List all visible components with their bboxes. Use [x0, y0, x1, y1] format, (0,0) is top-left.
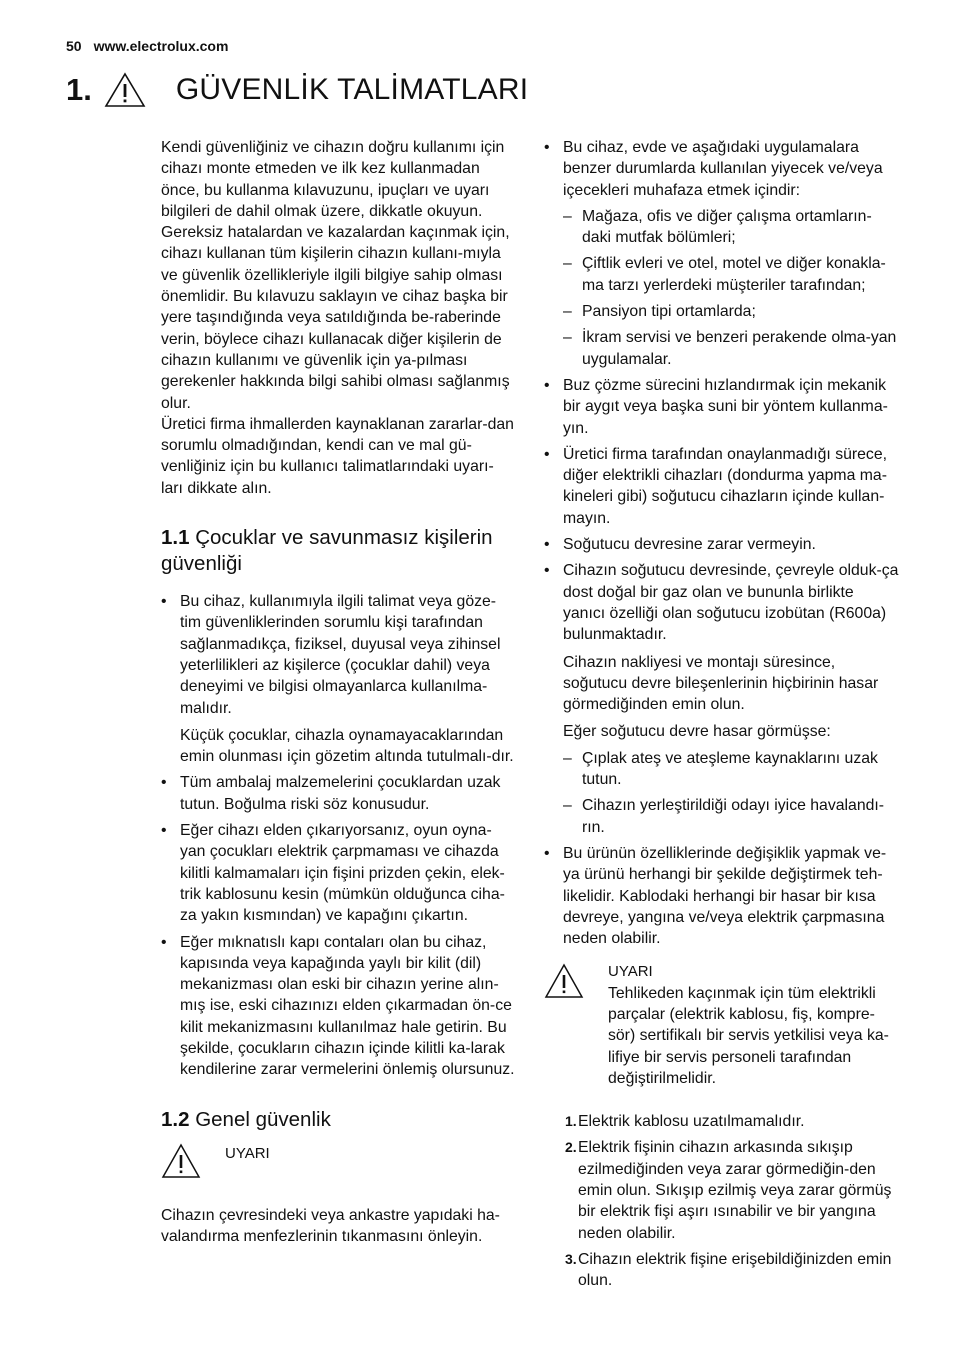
item-text: Cihazın elektrik fişine erişebildiğinizden emin olun. [578, 1250, 892, 1290]
warning-triangle-icon [104, 72, 146, 108]
list-item [544, 534, 900, 555]
list-item-text: Soğutucu devresine zarar vermeyin. [563, 536, 816, 554]
warning-text: Tehlikeden kaçınmak için tüm elektrikli parçalar (elektrik kablosu, fiş, kompre-sör) sertifikalı bir servis yetkilisi veya ka-lifiye bir servis personeli tarafından değiştirilmelidir. [608, 984, 889, 1087]
electrical-numbered-list [544, 1111, 900, 1291]
list-item [161, 591, 515, 767]
right-column [544, 137, 900, 1297]
damage-dash-list [563, 748, 900, 838]
usage-dash-list [563, 206, 900, 370]
section-heading-1-2 [161, 1107, 515, 1133]
list-item-subtext: Cihazın nakliyesi ve montajı süresince, soğutucu devre bileşenlerinin hiçbirinin hasar görmediğinden emin olun. [563, 653, 879, 714]
warning-triangle-icon [544, 963, 584, 999]
page-number: 50 [66, 38, 82, 54]
section-number: 1.1 [161, 526, 190, 550]
list-item [544, 375, 900, 439]
list-item [544, 444, 900, 529]
warning-label: UYARI [608, 963, 653, 981]
warning-triangle-icon [161, 1143, 201, 1179]
numbered-item [544, 1111, 900, 1132]
dash-item: – Çıplak ateş ve ateşleme kaynaklarını uzak tutun. [563, 748, 900, 791]
list-item [544, 137, 900, 370]
section-title: Genel güvenlik [195, 1107, 331, 1131]
site-url: www.electrolux.com [93, 38, 229, 54]
title-number: 1. [66, 72, 92, 107]
title-text: GÜVENLİK TALİMATLARI [175, 73, 529, 106]
warning-label: UYARI [225, 1144, 270, 1162]
section-title: Çocuklar ve savunmasız kişilerin güvenliği [161, 526, 493, 576]
dash-item: – Mağaza, ofis ve diğer çalışma ortamların-daki mutfak bölümleri; [563, 206, 900, 249]
intro-paragraph-1: Kendi güvenliğiniz ve cihazın doğru kullanımı için cihazı monte etmeden ve ilk kez kullanmadan önce, bu kullanma kılavuzunu, ipuçları ve uyarı bilgileri de dahil olmak üzere, dikkatle okuyun. Gereksiz hatalardan ve kazalardan kaçınmak için, cihazı kullanan tüm kişilerin cihazın kullanı-mıyla ve güvenlik özellikleriyle ilgili bilgiye sahip olması önemlidir. Bu kılavuzu saklayın ve cihaz başka bir yere taşındığında veya satıldığında be-raberinde verin, böylece cihazı kullanacak diğer kişilerin de cihazın kullanımı ve güvenlik için ya-pılması gerekenler hakkında bilgi sahibi olması sağlanmış olur. [161, 139, 510, 412]
list-item-text: Buz çözme sürecini hızlandırmak için mekanik bir aygıt veya başka suni bir yöntem kullanma-yın. [563, 376, 888, 437]
list-item-text: Üretici firma tarafından onaylanmadığı sürece, diğer elektrikli cihazları (dondurma yapma ma-kineleri gibi) soğutucu cihazların içinde kullan-mayın. [563, 445, 887, 527]
list-item-text: Cihazın soğutucu devresinde, çevreyle olduk-ça dost doğal bir gaz olan ve bununla birlikte yanıcı özelliği olan soğutucu izobütan (R600a) bulunmaktadır. [563, 562, 899, 644]
page-title [66, 68, 528, 112]
list-item-subtext: Eğer soğutucu devre hasar görmüşse: [563, 723, 831, 741]
numbered-item [544, 1249, 900, 1292]
general-safety-text: Cihazın çevresindeki veya ankastre yapıdaki ha-valandırma menfezlerinin tıkanmasını önleyin. [161, 1206, 500, 1245]
intro-paragraph-2: Üretici firma ihmallerden kaynaklanan zararlar-dan sorumlu olmadığından, kendi can ve mal gü-venliğiniz için bu kullanıcı talimatlarındaki uyarı-ları dikkate alın. [161, 415, 514, 497]
dash-item: – Cihazın yerleştirildiği odayı iyice havalandı-rın. [563, 795, 900, 838]
warning-block [161, 1143, 515, 1195]
section-number: 1.2 [161, 1107, 190, 1131]
children-safety-list [161, 591, 515, 1081]
section-heading-1-1 [161, 525, 515, 577]
item-text: Elektrik kablosu uzatılmamalıdır. [578, 1113, 805, 1131]
numbered-item [544, 1137, 900, 1243]
list-item [544, 560, 900, 838]
list-item [544, 843, 900, 949]
general-safety-list [544, 137, 900, 949]
list-item [161, 820, 515, 926]
item-number: 2. [565, 1139, 577, 1156]
item-number: 3. [565, 1250, 577, 1267]
list-item-subtext: Küçük çocuklar, cihazla oynamayacaklarından emin olunması için gözetim altında tutulmalı-dır. [180, 726, 514, 766]
list-item-text: Tüm ambalaj malzemelerini çocuklardan uzak tutun. Boğulma riski söz konusudur. [180, 774, 501, 813]
list-item-text: Eğer cihazı elden çıkarıyorsanız, oyun oyna-yan çocukları elektrik çarpmaması ve cihazda kilitli kalmamaları için fişini prizden çekin, elek-trik kablosunu kesin (mümkün olduğunca ciha-za yakın kısmından) ve kapağını çıkartın. [180, 822, 505, 925]
left-column [161, 137, 515, 1247]
list-item-text: Bu cihaz, kullanımıyla ilgili talimat veya göze-tim güvenliklerinden sorumlu kişi tarafından sağlanmadıkça, fiziksel, duyusal veya zihinsel yeterlilikleri az kişilerce (çocuklar dahil) veya deneyimi ve bilgisi olmayanlarca kullanılma-malıdır. [180, 593, 501, 717]
list-item-text: Eğer mıknatıslı kapı contaları olan bu cihaz, kapısında veya kapağında yaylı bir kilit (dil) mekanizması olan eski bir cihazın yerine alın-mış ise, eski cihazınızı elden çıkarmadan ön-ce kilit mekanizmasını kullanılmaz hale getirin. Bu şekilde, çocukların cihazın içinde kilitli ka-larak kendilerine zarar vermelerini önlemiş olursunuz. [180, 933, 515, 1079]
list-item [161, 932, 515, 1081]
page-header [66, 38, 228, 54]
dash-item: – Çiftlik evleri ve otel, motel ve diğer konakla-ma tarzı yerlerdeki müşteriler tarafından; [563, 253, 900, 296]
item-number: 1. [565, 1113, 577, 1130]
dash-item: – İkram servisi ve benzeri perakende olma-yan uygulamalar. [563, 327, 900, 370]
list-item-text: Bu cihaz, evde ve aşağıdaki uygulamalara benzer durumlarda kullanılan yiyecek ve/veya içecekleri muhafaza etmek içindir: [563, 139, 883, 199]
item-text: Elektrik fişinin cihazın arkasında sıkışıp ezilmediğinden veya zarar görmediğin-den emin olun. Sıkışıp ezilmiş veya zarar görmüş bir elektrik fişi aşırı ısınabilir ve bir yangına neden olabilir. [578, 1139, 892, 1242]
dash-item: – Pansiyon tipi ortamlarda; [563, 301, 900, 322]
list-item-text: Bu ürünün özelliklerinde değişiklik yapmak ve-ya ürünü herhangi bir şekilde değiştirmek teh-likelidir. Kablodaki herhangi bir hasar bir kısa devreye, yangına ve/veya elektrik çarpmasına neden olabilir. [563, 844, 887, 948]
warning-block [544, 961, 900, 1089]
list-item [161, 772, 515, 815]
